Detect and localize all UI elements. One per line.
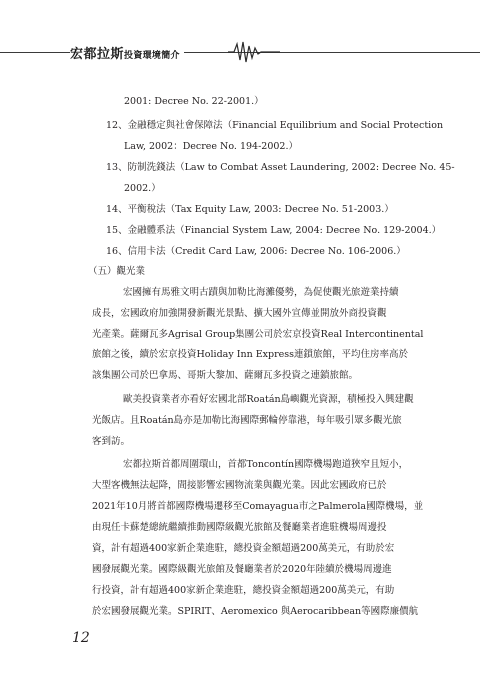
paragraph-line: 該集團公司於巴拿馬、哥斯大黎加、薩爾瓦多投資之連鎖旅館。 [92,370,359,381]
list-item-text: 、金融穩定與社會保障法（Financial Equilibrium and Social Protection [118,120,444,131]
paragraph-line: 光飯店。且Roatán島亦是加勒比海國際郵輪停靠港，每年吸引眾多觀光旅 [92,415,402,426]
page-number: 12 [72,630,90,646]
paragraph-line: 行投資，計有超過400家新企業進駐，總投資金額超過200萬美元，有助 [92,585,395,596]
paragraph-line: 成長，宏國政府加強開發新觀光景點、擴大國外宣傳並開放外商投資觀 [92,308,387,319]
paragraph-line: 國發展觀光業。國際級觀光旅館及餐廳業者於2020年陸續於機場周邊進 [92,564,392,575]
list-item-number: 16 [106,246,119,257]
paragraph-line: 大型客機無法起降，間接影響宏國物流業與觀光業。因此宏國政府已於 [92,480,387,491]
header-title-main: 宏都拉斯 [70,47,125,62]
list-continuation: 2001: Decree No. 22-2001.） [124,96,264,107]
list-item-14 [106,204,394,216]
paragraph-line: 歐美投資業者亦看好宏國北部Roatán島嶼觀光資源，積極投入興建觀 [123,394,414,405]
header-title-sub: 投資環境簡介 [124,51,180,61]
list-item-15 [106,225,441,237]
section-heading: （五）觀光業 [88,266,146,277]
list-item-text: 、信用卡法（Credit Card Law, 2006: Decree No. 106-2006.） [118,246,406,257]
header-title [70,43,184,62]
paragraph-line: 資，計有超過400家新企業進駐，總投資金額超過200萬美元，有助於宏 [92,543,395,554]
paragraph-line: 旅館之後，續於宏京投資Holiday Inn Express連鎖旅館，平均住房率高於 [92,349,409,360]
list-continuation: 2002.） [124,183,161,194]
page-header [0,0,480,70]
list-item-text: 、金融體系法（Financial System Law, 2004: Decree No. 129-2004.） [118,225,442,236]
list-item-number: 13 [106,162,119,173]
list-item-16 [106,246,406,258]
list-item-13 [106,162,455,174]
list-continuation: Law, 2002：Decree No. 194-2002.） [124,141,299,152]
list-item-text: 、平衡稅法（Tax Equity Law, 2003: Decree No. 51-2003.） [118,204,394,215]
list-item-number: 14 [106,204,119,215]
paragraph-line: 2021年10月將首都國際機場遷移至Comayagua市之Palmerola國際機場，並 [92,501,424,512]
heartbeat-line-icon [228,40,280,64]
paragraph-line: 宏國擁有馬雅文明古蹟與加勒比海灘優勢，為促使觀光旅遊業持續 [123,287,399,298]
paragraph-line: 宏都拉斯首都周圍環山，首都Toncontín國際機場跑道狹窄且短小， [123,459,409,470]
paragraph-line: 於宏國發展觀光業。SPIRIT、Aeromexico 與Aerocaribbean等國際廉價航 [92,606,419,617]
list-item-12 [106,120,443,132]
list-item-number: 12 [106,120,119,131]
paragraph-line: 光產業。薩爾瓦多Agrisal Group集團公司於宏京投資Real Intercontinental [92,329,424,340]
list-item-number: 15 [106,225,119,236]
list-item-text: 、防制洗錢法（Law to Combat Asset Laundering, 2002: Decree No. 45- [118,162,455,173]
paragraph-line: 由現任卡蘇楚總統繼續推動國際級觀光旅館及餐廳業者進駐機場周邊投 [92,522,387,533]
paragraph-line: 客到訪。 [92,436,131,447]
